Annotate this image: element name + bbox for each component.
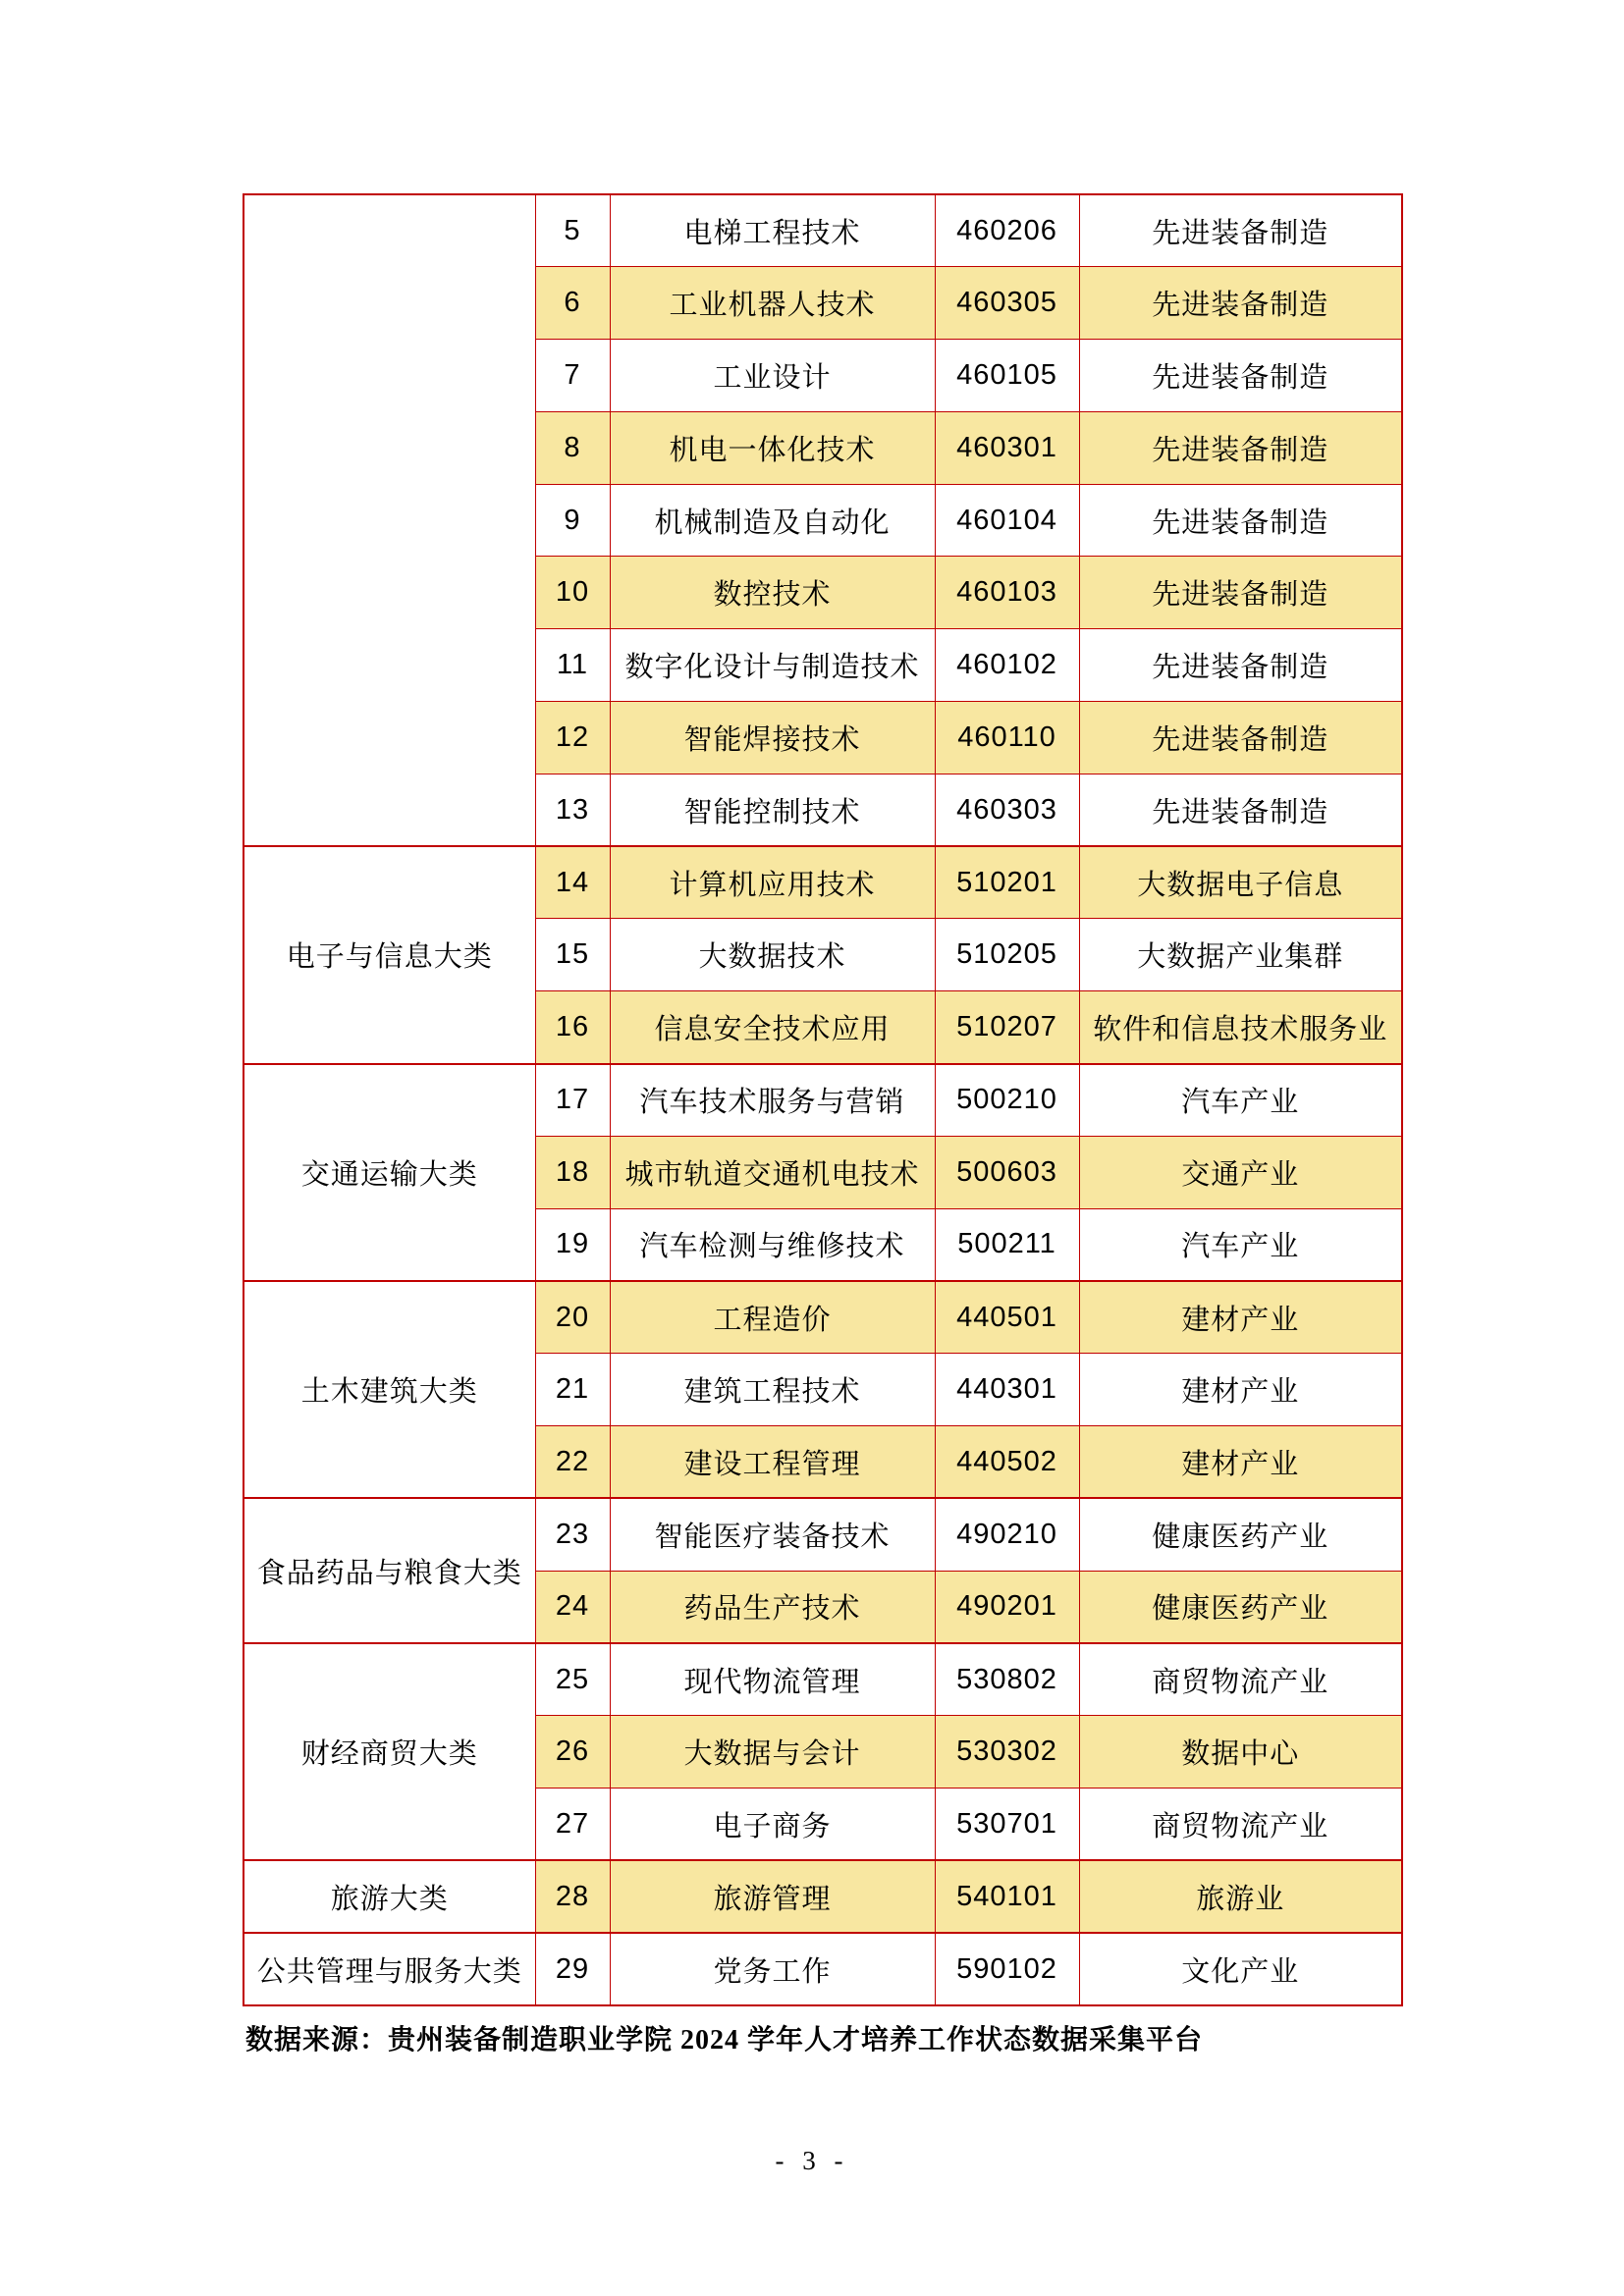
industry-cell: 建材产业 (1079, 1281, 1402, 1354)
table-row (244, 1860, 1402, 1933)
industry-cell: 大数据产业集群 (1079, 919, 1402, 991)
industry-cell: 大数据电子信息 (1079, 846, 1402, 919)
row-number-cell: 6 (535, 267, 610, 340)
major-name-cell: 数字化设计与制造技术 (610, 629, 935, 702)
row-number-cell: 10 (535, 557, 610, 629)
major-name-cell: 现代物流管理 (610, 1643, 935, 1716)
major-name-cell: 工业设计 (610, 340, 935, 412)
row-number-cell: 21 (535, 1354, 610, 1426)
majors-table-body (244, 194, 1402, 2005)
industry-cell: 先进装备制造 (1079, 702, 1402, 774)
industry-cell: 文化产业 (1079, 1933, 1402, 2005)
table-row (244, 194, 1402, 267)
category-cell: 电子与信息大类 (244, 846, 535, 1063)
major-code-cell: 460103 (935, 557, 1079, 629)
industry-cell: 汽车产业 (1079, 1208, 1402, 1281)
row-number-cell: 7 (535, 340, 610, 412)
industry-cell: 商贸物流产业 (1079, 1643, 1402, 1716)
industry-cell: 建材产业 (1079, 1354, 1402, 1426)
major-name-cell: 机械制造及自动化 (610, 484, 935, 557)
category-cell (244, 194, 535, 846)
major-code-cell: 500210 (935, 1064, 1079, 1137)
major-name-cell: 大数据与会计 (610, 1716, 935, 1789)
major-code-cell: 460301 (935, 411, 1079, 484)
row-number-cell: 5 (535, 194, 610, 267)
major-code-cell: 460105 (935, 340, 1079, 412)
table-row (244, 846, 1402, 919)
industry-cell: 先进装备制造 (1079, 194, 1402, 267)
major-name-cell: 机电一体化技术 (610, 411, 935, 484)
major-name-cell: 工程造价 (610, 1281, 935, 1354)
row-number-cell: 28 (535, 1860, 610, 1933)
major-code-cell: 490210 (935, 1498, 1079, 1571)
major-code-cell: 510207 (935, 991, 1079, 1064)
major-code-cell: 490201 (935, 1571, 1079, 1643)
row-number-cell: 18 (535, 1136, 610, 1208)
row-number-cell: 12 (535, 702, 610, 774)
major-name-cell: 汽车检测与维修技术 (610, 1208, 935, 1281)
row-number-cell: 15 (535, 919, 610, 991)
industry-cell: 先进装备制造 (1079, 774, 1402, 846)
row-number-cell: 14 (535, 846, 610, 919)
row-number-cell: 8 (535, 411, 610, 484)
major-name-cell: 智能焊接技术 (610, 702, 935, 774)
category-cell: 土木建筑大类 (244, 1281, 535, 1498)
major-name-cell: 信息安全技术应用 (610, 991, 935, 1064)
row-number-cell: 20 (535, 1281, 610, 1354)
major-code-cell: 500211 (935, 1208, 1079, 1281)
major-name-cell: 智能控制技术 (610, 774, 935, 846)
major-name-cell: 智能医疗装备技术 (610, 1498, 935, 1571)
row-number-cell: 9 (535, 484, 610, 557)
industry-cell: 数据中心 (1079, 1716, 1402, 1789)
major-code-cell: 460102 (935, 629, 1079, 702)
major-name-cell: 工业机器人技术 (610, 267, 935, 340)
row-number-cell: 22 (535, 1426, 610, 1499)
major-name-cell: 汽车技术服务与营销 (610, 1064, 935, 1137)
category-cell: 公共管理与服务大类 (244, 1933, 535, 2005)
row-number-cell: 19 (535, 1208, 610, 1281)
major-name-cell: 数控技术 (610, 557, 935, 629)
row-number-cell: 24 (535, 1571, 610, 1643)
major-name-cell: 电子商务 (610, 1789, 935, 1861)
major-name-cell: 旅游管理 (610, 1860, 935, 1933)
major-name-cell: 大数据技术 (610, 919, 935, 991)
industry-cell: 先进装备制造 (1079, 340, 1402, 412)
major-code-cell: 440502 (935, 1426, 1079, 1499)
major-code-cell: 530701 (935, 1789, 1079, 1861)
major-name-cell: 建设工程管理 (610, 1426, 935, 1499)
major-code-cell: 590102 (935, 1933, 1079, 2005)
major-code-cell: 510201 (935, 846, 1079, 919)
major-name-cell: 电梯工程技术 (610, 194, 935, 267)
industry-cell: 先进装备制造 (1079, 411, 1402, 484)
page-number: - 3 - (775, 2146, 849, 2175)
major-code-cell: 440301 (935, 1354, 1079, 1426)
major-code-cell: 530302 (935, 1716, 1079, 1789)
industry-cell: 交通产业 (1079, 1136, 1402, 1208)
major-name-cell: 计算机应用技术 (610, 846, 935, 919)
table-row (244, 1498, 1402, 1571)
data-source-note: 数据来源：贵州装备制造职业学院 2024 学年人才培养工作状态数据采集平台 (245, 2025, 1204, 2056)
row-number-cell: 13 (535, 774, 610, 846)
industry-cell: 先进装备制造 (1079, 484, 1402, 557)
industry-cell: 建材产业 (1079, 1426, 1402, 1499)
industry-cell: 汽车产业 (1079, 1064, 1402, 1137)
major-code-cell: 530802 (935, 1643, 1079, 1716)
major-code-cell: 460305 (935, 267, 1079, 340)
table-row (244, 1933, 1402, 2005)
row-number-cell: 23 (535, 1498, 610, 1571)
row-number-cell: 27 (535, 1789, 610, 1861)
majors-table (243, 193, 1403, 2006)
industry-cell: 商贸物流产业 (1079, 1789, 1402, 1861)
row-number-cell: 29 (535, 1933, 610, 2005)
industry-cell: 先进装备制造 (1079, 267, 1402, 340)
industry-cell: 先进装备制造 (1079, 629, 1402, 702)
row-number-cell: 11 (535, 629, 610, 702)
row-number-cell: 17 (535, 1064, 610, 1137)
major-name-cell: 建筑工程技术 (610, 1354, 935, 1426)
category-cell: 财经商贸大类 (244, 1643, 535, 1860)
industry-cell: 旅游业 (1079, 1860, 1402, 1933)
row-number-cell: 25 (535, 1643, 610, 1716)
major-code-cell: 460104 (935, 484, 1079, 557)
category-cell: 交通运输大类 (244, 1064, 535, 1281)
major-name-cell: 药品生产技术 (610, 1571, 935, 1643)
major-code-cell: 440501 (935, 1281, 1079, 1354)
major-name-cell: 党务工作 (610, 1933, 935, 2005)
major-code-cell: 460303 (935, 774, 1079, 846)
row-number-cell: 16 (535, 991, 610, 1064)
row-number-cell: 26 (535, 1716, 610, 1789)
category-cell: 食品药品与粮食大类 (244, 1498, 535, 1643)
category-cell: 旅游大类 (244, 1860, 535, 1933)
major-code-cell: 460110 (935, 702, 1079, 774)
table-row (244, 1281, 1402, 1354)
industry-cell: 软件和信息技术服务业 (1079, 991, 1402, 1064)
industry-cell: 健康医药产业 (1079, 1571, 1402, 1643)
major-name-cell: 城市轨道交通机电技术 (610, 1136, 935, 1208)
table-row (244, 1643, 1402, 1716)
major-code-cell: 510205 (935, 919, 1079, 991)
table-row (244, 1064, 1402, 1137)
major-code-cell: 540101 (935, 1860, 1079, 1933)
industry-cell: 先进装备制造 (1079, 557, 1402, 629)
major-code-cell: 500603 (935, 1136, 1079, 1208)
major-code-cell: 460206 (935, 194, 1079, 267)
industry-cell: 健康医药产业 (1079, 1498, 1402, 1571)
